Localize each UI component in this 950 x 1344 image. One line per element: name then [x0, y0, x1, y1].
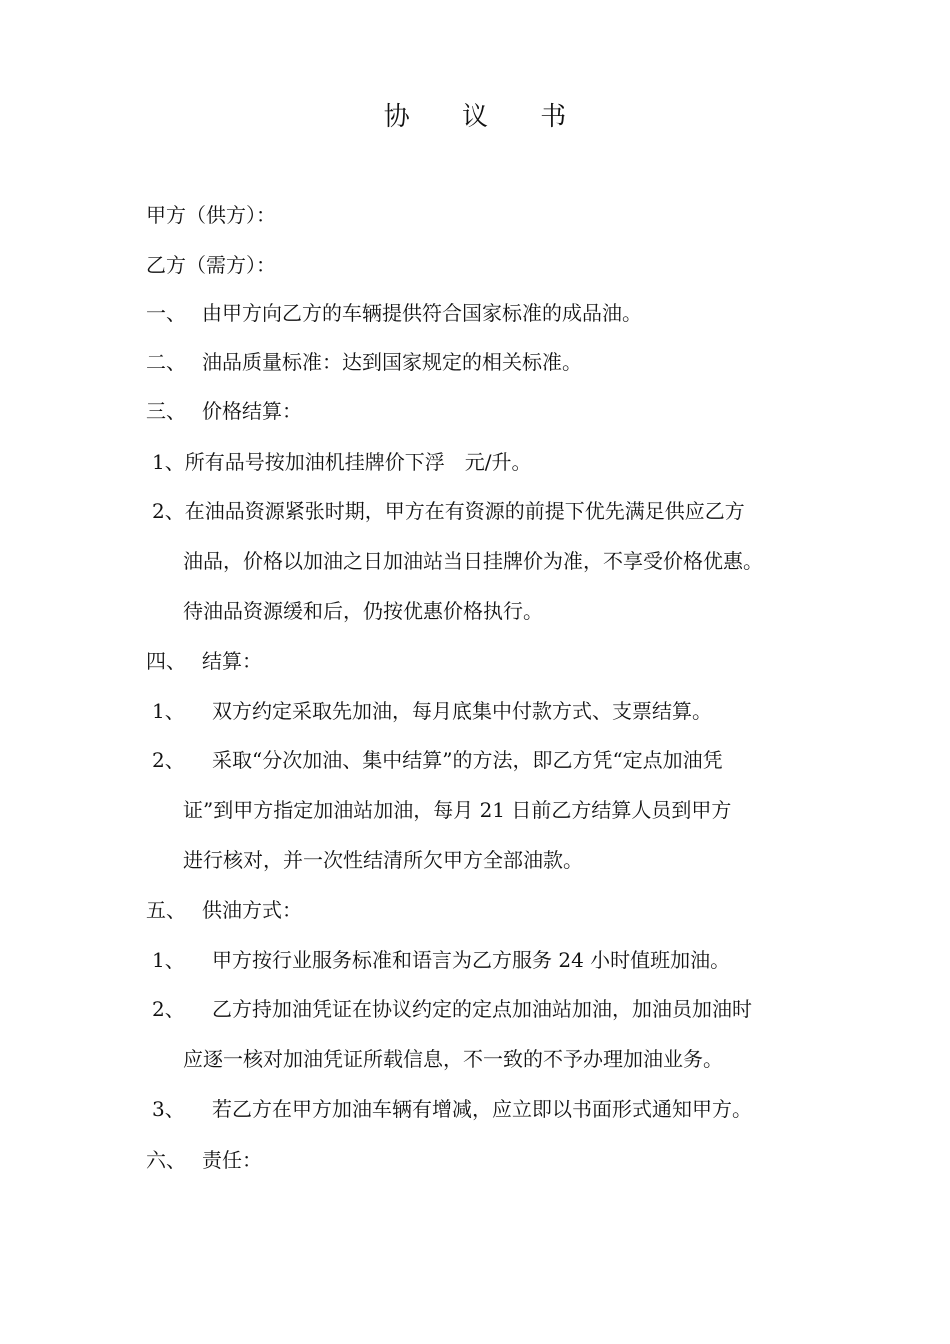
section-text: 供油方式： — [202, 898, 302, 922]
clause-4-2-line-2: 证”到甲方指定加油站加油，每月 21 日前乙方结算人员到甲方 — [183, 798, 732, 822]
clause-text: 双方约定采取先加油，每月底集中付款方式、支票结算。 — [212, 699, 712, 723]
clause-4-2-line-1 — [152, 745, 723, 775]
clause-number: 3、 — [152, 1097, 185, 1121]
section-3 — [146, 396, 302, 426]
clause-4-2-line-3: 进行核对，并一次性结清所欠甲方全部油款。 — [183, 848, 583, 872]
clause-5-2-line-1 — [152, 994, 752, 1024]
party-b-line: 乙方（需方）： — [146, 253, 276, 277]
section-4 — [146, 646, 262, 676]
clause-number: 2、 — [152, 997, 185, 1021]
section-text: 油品质量标准：达到国家规定的相关标准。 — [202, 350, 582, 374]
clause-3-2-line-3: 待油品资源缓和后，仍按优惠价格执行。 — [183, 599, 543, 623]
section-text: 价格结算： — [202, 399, 302, 423]
section-text: 结算： — [202, 649, 262, 673]
section-number: 四、 — [146, 649, 186, 673]
section-6 — [146, 1145, 262, 1175]
clause-number: 1、 — [152, 948, 185, 972]
clause-3-2-line-2: 油品，价格以加油之日加油站当日挂牌价为准，不享受价格优惠。 — [183, 549, 763, 573]
clause-5-2-line-2: 应逐一核对加油凭证所载信息，不一致的不予办理加油业务。 — [183, 1047, 723, 1071]
clause-text: 乙方持加油凭证在协议约定的定点加油站加油，加油员加油时 — [212, 997, 752, 1021]
clause-3-2-line-1: 2、在油品资源紧张时期，甲方在有资源的前提下优先满足供应乙方 — [152, 499, 745, 523]
document-title: 协 议 书 — [383, 102, 589, 132]
clause-text: 采取“分次加油、集中结算”的方法，即乙方凭“定点加油凭 — [212, 748, 723, 772]
clause-text: 甲方按行业服务标准和语言为乙方服务 24 小时值班加油。 — [212, 948, 731, 972]
clause-5-3 — [152, 1094, 752, 1124]
section-5 — [146, 895, 302, 925]
clause-4-1 — [152, 696, 712, 726]
section-number: 三、 — [146, 399, 186, 423]
section-number: 五、 — [146, 898, 186, 922]
section-text: 责任： — [202, 1148, 262, 1172]
clause-5-1 — [152, 945, 730, 975]
section-text: 由甲方向乙方的车辆提供符合国家标准的成品油。 — [202, 301, 642, 325]
section-number: 二、 — [146, 350, 186, 374]
clause-text: 若乙方在甲方加油车辆有增减，应立即以书面形式通知甲方。 — [212, 1097, 752, 1121]
party-a-line: 甲方（供方）： — [146, 203, 276, 227]
section-number: 一、 — [146, 301, 186, 325]
clause-3-1: 1、所有品号按加油机挂牌价下浮 元/升。 — [152, 450, 532, 474]
section-number: 六、 — [146, 1148, 186, 1172]
section-1 — [146, 298, 642, 328]
clause-number: 2、 — [152, 748, 185, 772]
clause-number: 1、 — [152, 699, 185, 723]
section-2 — [146, 347, 582, 377]
